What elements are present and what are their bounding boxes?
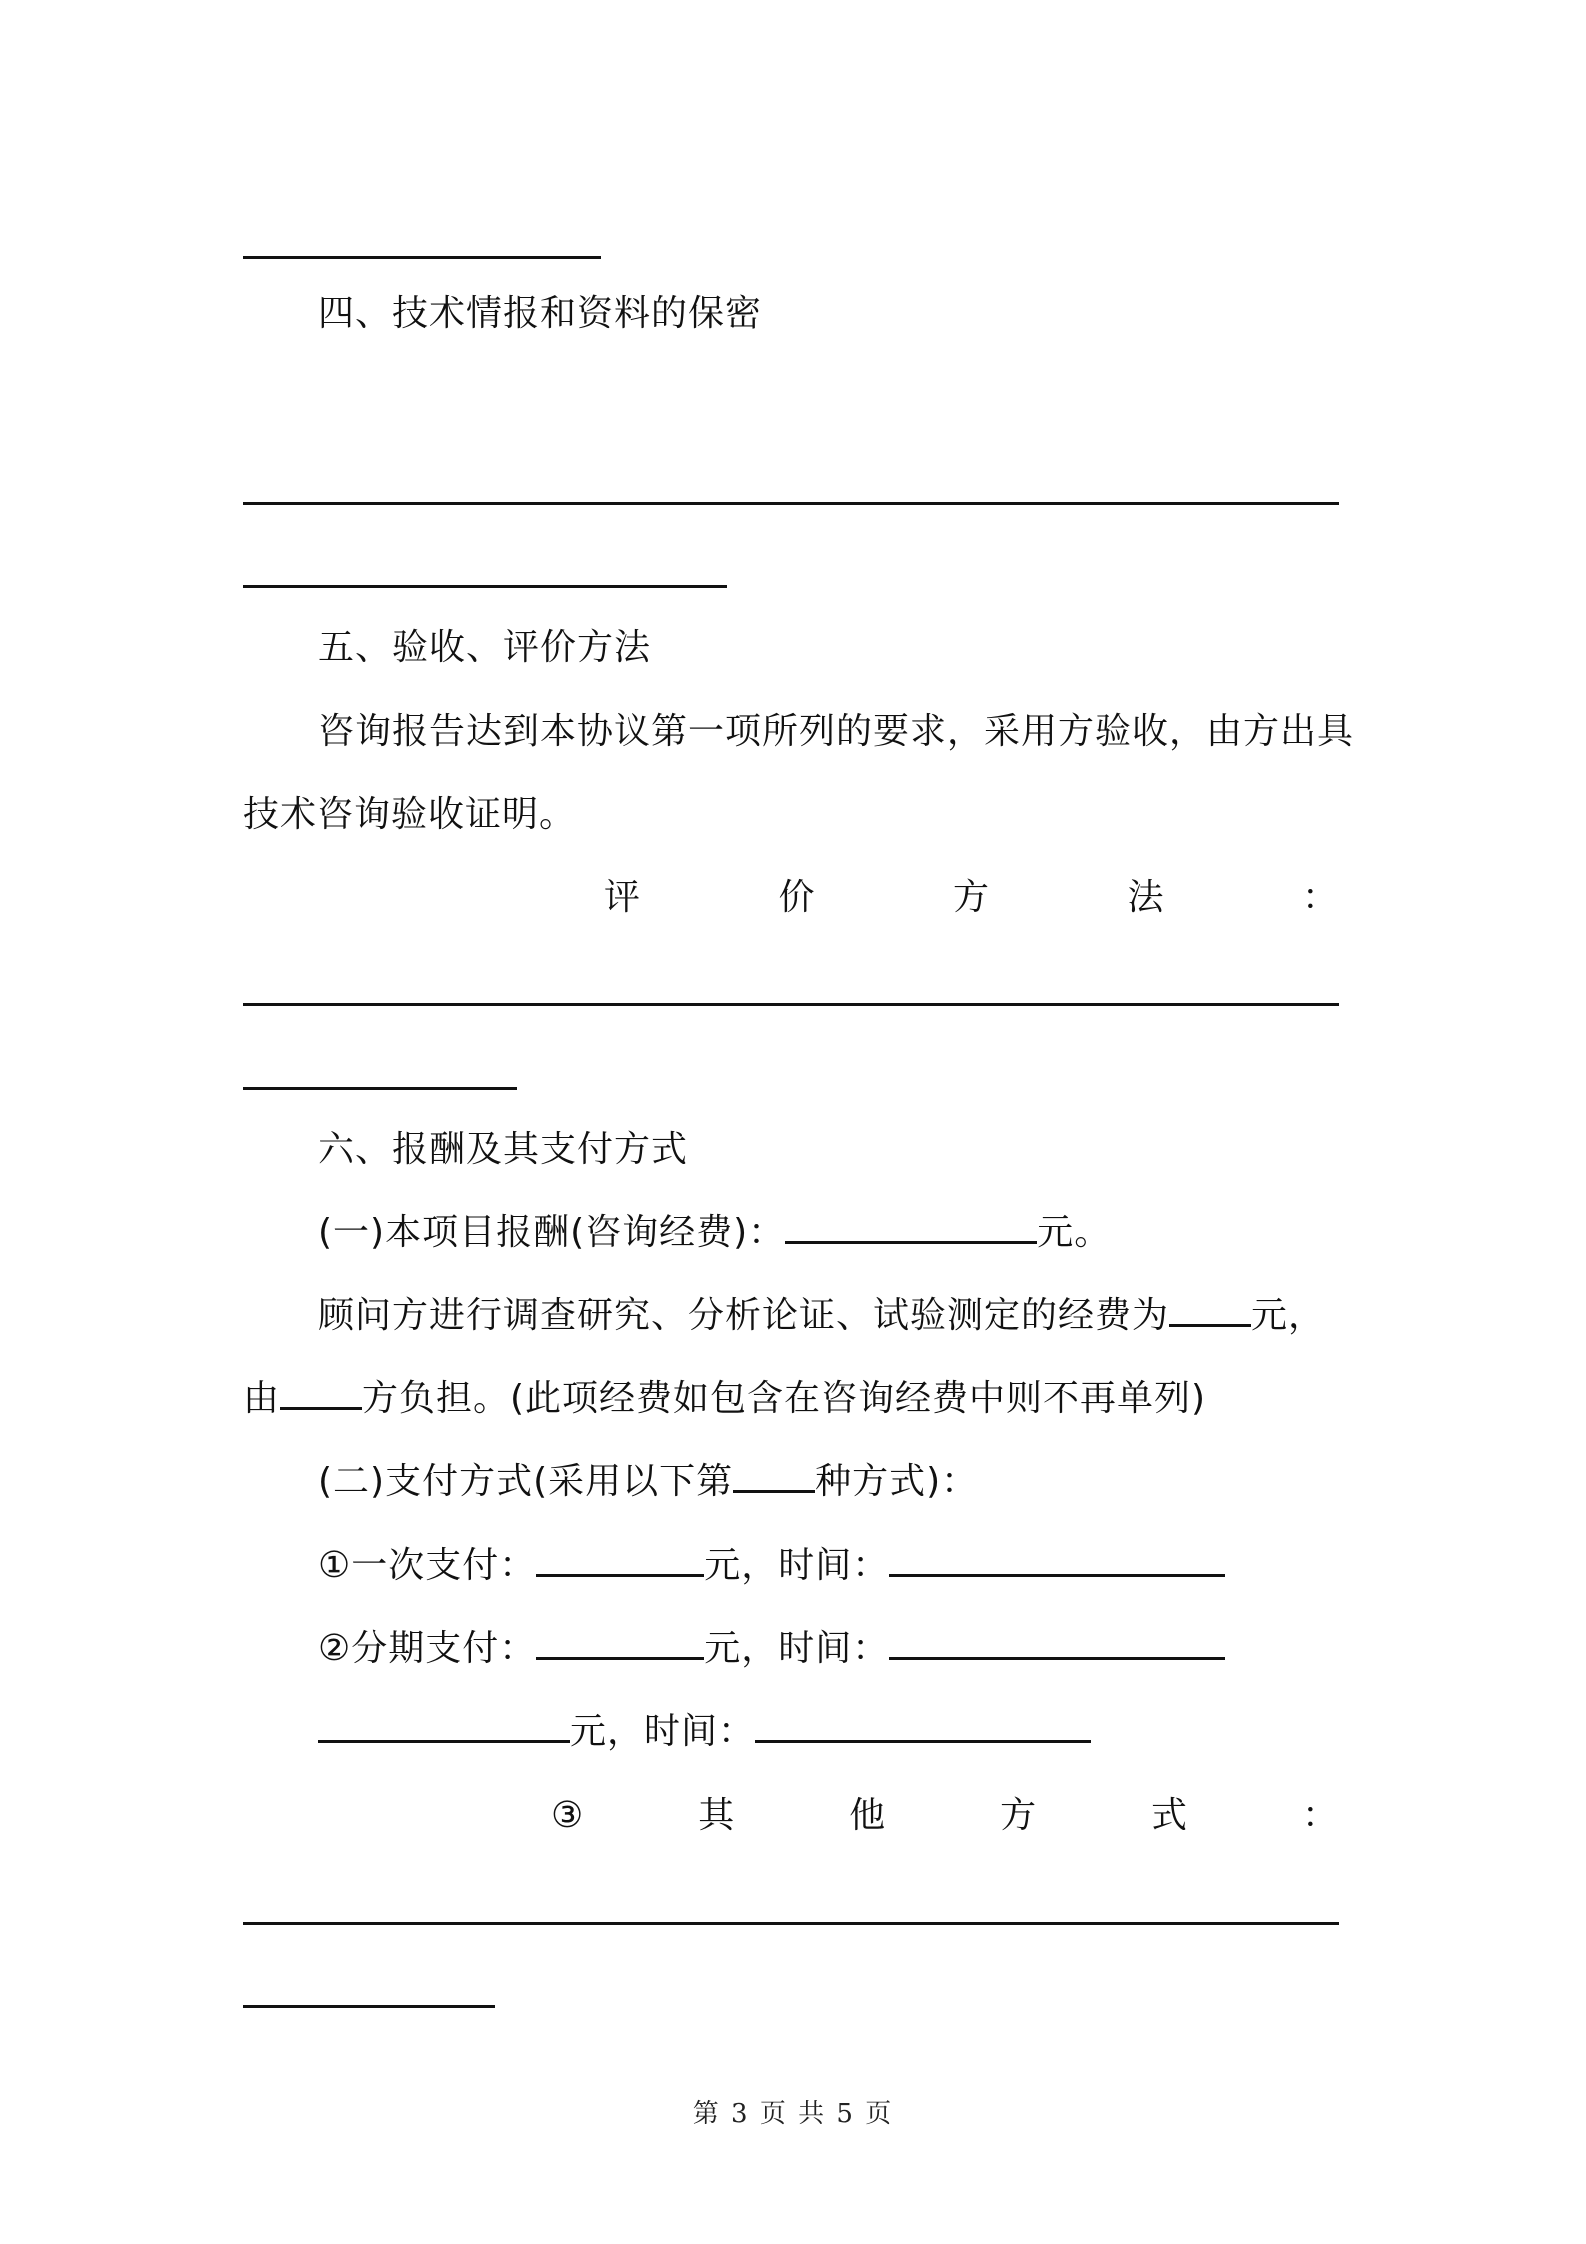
spread-char: 他 [849, 1795, 886, 1836]
paragraph-text [318, 1211, 1111, 1255]
paragraph-text [318, 1460, 978, 1504]
blank-inline [280, 1377, 362, 1410]
spread-char: 式 [1151, 1795, 1188, 1836]
payment-option [318, 1710, 1091, 1754]
text-span: 元，时间： [704, 1545, 890, 1586]
text-span: 种方式)： [815, 1461, 979, 1502]
blank-line [243, 1003, 1339, 1006]
section-title: 四、技术情报和资料的保密 [318, 293, 763, 334]
blank-inline [785, 1211, 1037, 1244]
spread-char: ： [1301, 1795, 1338, 1836]
evaluation-method-label [604, 876, 1338, 920]
paragraph-text [318, 1294, 1325, 1338]
blank-inline [755, 1710, 1091, 1743]
text-span: ②分期支付： [318, 1628, 537, 1669]
text-span: 顾问方进行调查研究、分析论证、试验测定的经费为 [318, 1295, 1170, 1336]
blank-line [243, 1087, 517, 1090]
blank-line [243, 585, 727, 588]
spread-char: 法 [1127, 877, 1164, 918]
blank-inline [889, 1627, 1225, 1660]
blank-inline [733, 1460, 815, 1493]
text-span: (二)支付方式(采用以下第 [318, 1461, 734, 1502]
paragraph-text: 技术咨询验收证明。 [243, 794, 577, 835]
spread-char: ： [1301, 877, 1338, 918]
payment-option [318, 1544, 1225, 1588]
other-method-label [551, 1794, 1338, 1838]
spread-char: 其 [698, 1795, 735, 1836]
blank-inline [318, 1710, 570, 1743]
text-span: 元， [1251, 1295, 1326, 1336]
text-span: 元，时间： [570, 1711, 756, 1752]
blank-inline [1169, 1294, 1251, 1327]
blank-inline [889, 1544, 1225, 1577]
spread-char: 方 [952, 877, 989, 918]
text-span: 由 [243, 1378, 281, 1419]
payment-option [318, 1627, 1225, 1671]
text-span: 元，时间： [704, 1628, 890, 1669]
spread-char: ③ [551, 1795, 584, 1836]
spread-char: 价 [778, 877, 815, 918]
blank-inline [536, 1627, 704, 1660]
blank-inline [536, 1544, 704, 1577]
spread-char: 方 [1000, 1795, 1037, 1836]
text-span: (一)本项目报酬(咨询经费)： [318, 1212, 786, 1253]
paragraph-text [243, 1377, 1206, 1421]
blank-line [243, 256, 601, 259]
page-footer: 第 3 页 共 5 页 [692, 2099, 894, 2129]
blank-line [243, 1922, 1339, 1925]
paragraph-text: 咨询报告达到本协议第一项所列的要求，采用方验收，由方出具 [318, 711, 1355, 752]
blank-line [243, 502, 1339, 505]
spread-char: 评 [604, 877, 641, 918]
text-span: 元。 [1037, 1212, 1112, 1253]
blank-line [243, 2005, 495, 2008]
text-span: 方负担。(此项经费如包含在咨询经费中则不再单列) [362, 1378, 1207, 1419]
section-title: 六、报酬及其支付方式 [318, 1129, 689, 1170]
text-span: ①一次支付： [318, 1545, 537, 1586]
section-title: 五、验收、评价方法 [318, 627, 652, 668]
